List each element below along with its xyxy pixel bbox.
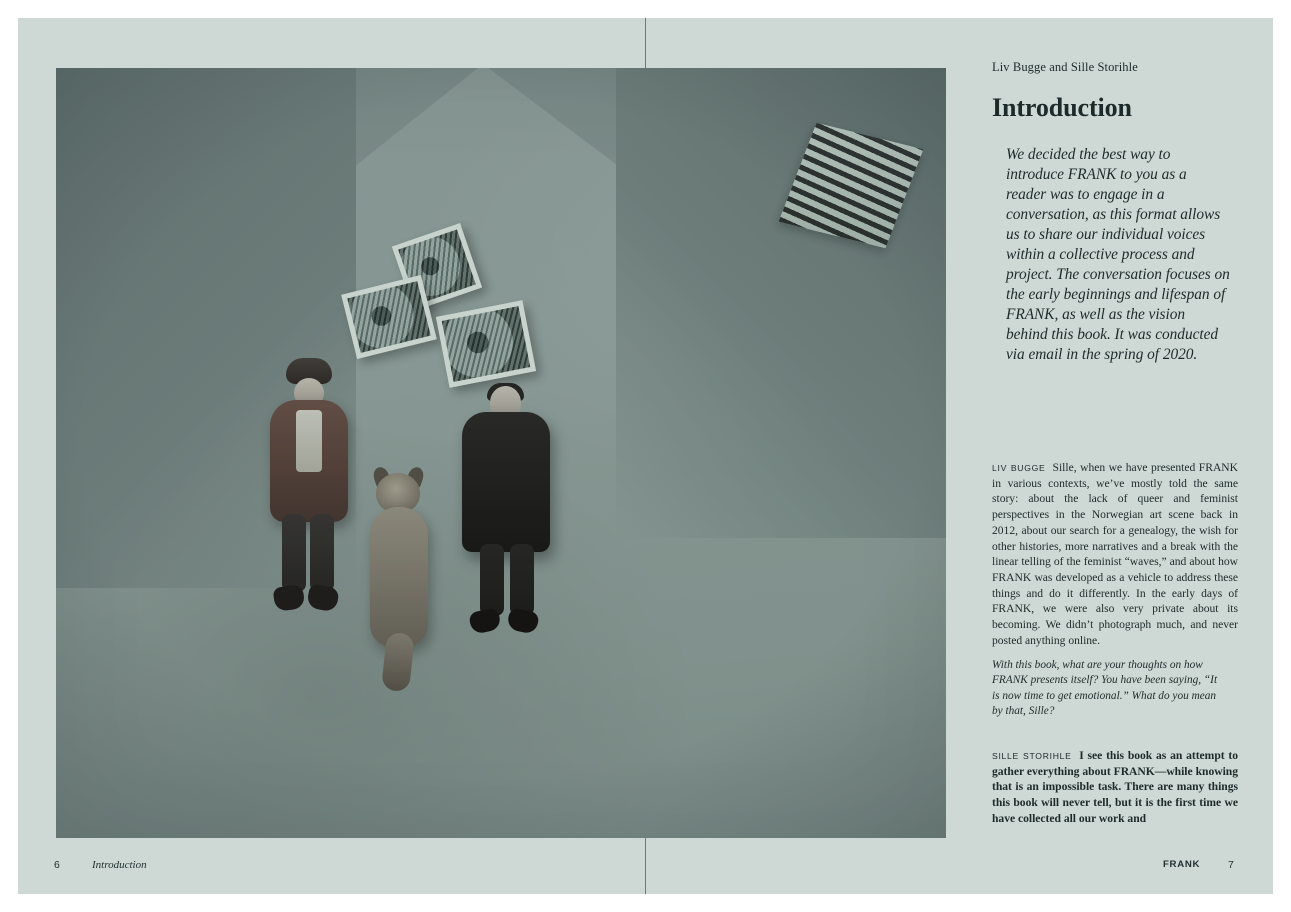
conversation-block-sille-storihle — [992, 748, 1238, 827]
page-margin-left — [0, 0, 18, 912]
chapter-text-column — [992, 60, 1239, 825]
chapter-lede: We decided the best way to introduce FRANK to you as a reader was to engage in a conversation, as this format allows us to share our individual voices within a collective process and project. The conversation focuses on the early beginnings and lifespan of FRANK, as well as the vision behind this book. It was conducted via email in the spring of 2020. — [1006, 146, 1230, 364]
chapter-authors: Liv Bugge and Sille Storihle — [992, 60, 1138, 74]
paragraph-text: Sille, when we have presented FRANK in various contexts, we’ve mostly told the same story: about the lack of queer and feminist perspectives in the Norwegian art scene back in 2012, about our search for a genealogy, the wish for other histories, more narratives and a break with the linear telling of the feminist “waves,” and about how FRANK was developed as a vehicle to address these things and do it differently. In the early days of FRANK, we were also very private about its becoming. We didn’t photograph much, and never posted anything online. — [992, 461, 1239, 647]
paragraph-text: With this book, what are your thoughts on how FRANK presents itself? You have been saying, “It is now time to get emotional.” What do you mean by that, Sille? — [992, 659, 1218, 718]
page-title: Introduction — [992, 93, 1132, 122]
speaker-label: LIV BUGGE — [992, 463, 1046, 473]
folio-running-head-left: Introduction — [92, 859, 147, 871]
folio-page-number-left: 6 — [54, 859, 60, 871]
photo-vignette — [56, 68, 946, 838]
page-margin-top — [0, 0, 1291, 18]
speaker-label: SILLE STORIHLE — [992, 751, 1072, 761]
paragraph — [992, 460, 1238, 648]
conversation-block-question — [992, 658, 1226, 719]
folio-running-head-right: FRANK — [1163, 859, 1201, 870]
conversation-block-liv-bugge — [992, 460, 1238, 648]
folio-page-number-right: 7 — [1228, 859, 1234, 871]
page-margin-right — [1273, 0, 1291, 912]
paragraph-text: I see this book as an attempt to gather everything about FRANK—while knowing that is an impossible task. There are many things this book will never tell, but it is the first time we have collected all our work and — [992, 749, 1239, 825]
chapter-opening-photograph — [56, 68, 946, 838]
paragraph — [992, 748, 1238, 827]
page-margin-bottom — [0, 894, 1291, 912]
